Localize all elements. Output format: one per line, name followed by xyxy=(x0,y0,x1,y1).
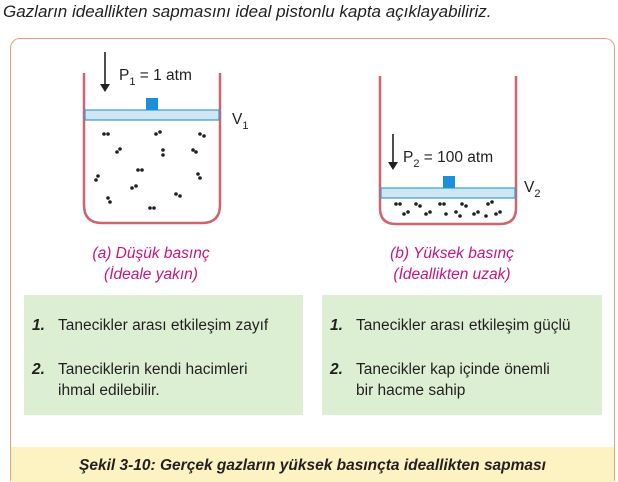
heading: Gazların ideallikten sapmasını ideal pistonlu kapta açıklayabiliriz. xyxy=(3,2,492,21)
right-caption-line1: (b) Yüksek basınç xyxy=(390,245,514,262)
right-volume-label: $V_2$ xyxy=(524,179,541,200)
right-gas-particles xyxy=(394,200,502,218)
right-container xyxy=(380,76,540,224)
right-caption-line2: (İdeallikten uzak) xyxy=(393,266,511,283)
left-caption-line2: (İdeale yakın) xyxy=(104,266,198,283)
left-pressure-label: $P_1 = 1$ atm xyxy=(119,67,192,88)
right-item-1: 1. Tanecikler arası etkileşim güçlü xyxy=(330,317,571,334)
left-piston-knob xyxy=(146,98,158,110)
left-container xyxy=(84,52,248,223)
left-volume-label: $V_1$ xyxy=(232,111,249,132)
left-container-wall xyxy=(84,73,220,223)
left-caption xyxy=(44,243,258,285)
right-arrow-head-icon xyxy=(388,162,398,170)
right-caption xyxy=(345,243,559,285)
right-item-2: 2. Tanecikler kap içinde önemli bir hacme sahip xyxy=(330,361,550,399)
left-item-2: 2. Taneciklerin kendi hacimleri ihmal edilebilir. xyxy=(32,361,248,399)
left-caption-line1: (a) Düşük basınç xyxy=(92,245,210,262)
left-arrow-head-icon xyxy=(100,84,110,92)
right-info-panel xyxy=(322,295,602,415)
left-item-1: 1. Tanecikler arası etkileşim zayıf xyxy=(32,317,269,334)
right-pressure-label: $P_2 = 100$ atm xyxy=(403,149,494,170)
left-info-panel xyxy=(24,295,303,415)
right-piston xyxy=(381,188,515,198)
left-piston xyxy=(85,110,219,120)
left-gas-particles xyxy=(94,130,206,210)
figure-caption: Şekil 3-10: Gerçek gazların yüksek basınçta ideallikten sapması xyxy=(79,457,546,474)
right-piston-knob xyxy=(443,176,455,188)
figure-caption-bar xyxy=(11,447,614,482)
